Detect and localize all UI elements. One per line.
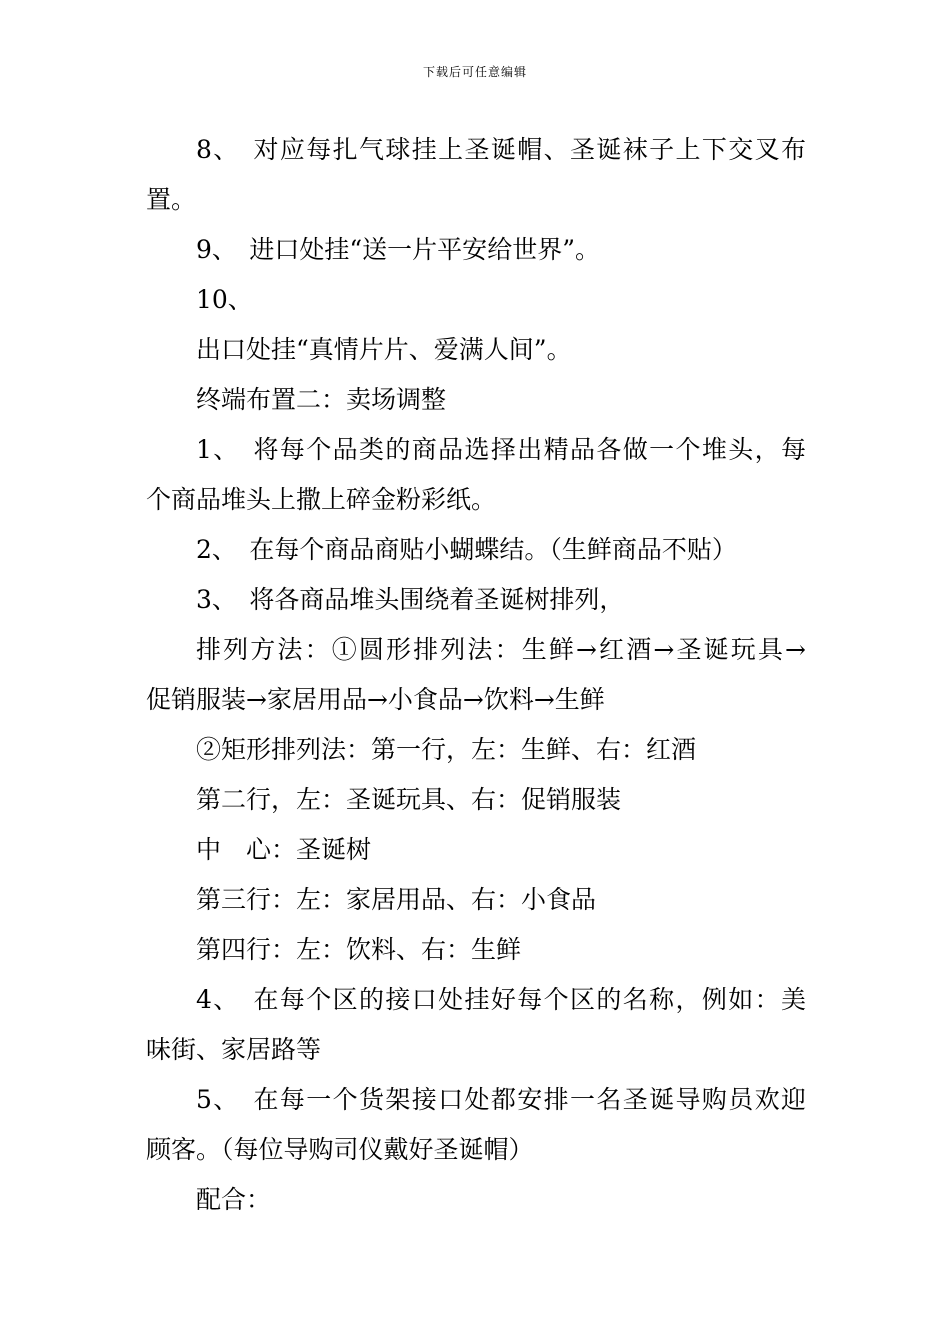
- paragraph-line: 9、 进口处挂“送一片平安给世界”。: [196, 235, 600, 264]
- paragraph-line: 排列方法：①圆形排列法：生鲜→红酒→圣诞玩具→: [196, 635, 806, 664]
- paragraph-line: 配合：: [196, 1185, 272, 1214]
- paragraph-line: 置。: [146, 185, 197, 214]
- paragraph-line: 第四行：左：饮料、右：生鲜: [196, 935, 522, 964]
- paragraph-line: 出口处挂“真情片片、爱满人间”。: [196, 335, 572, 364]
- paragraph-line: ②矩形排列法：第一行，左：生鲜、右：红酒: [196, 735, 697, 764]
- paragraph-line: 2、 在每个商品商贴小蝴蝶结。（生鲜商品不贴）: [196, 535, 737, 564]
- paragraph-line: 3、 将各商品堆头围绕着圣诞树排列，: [196, 585, 625, 614]
- paragraph-line: 顾客。（每位导购司仪戴好圣诞帽）: [146, 1135, 534, 1164]
- paragraph-line: 第三行：左：家居用品、右：小食品: [196, 885, 597, 914]
- paragraph-line: 促销服装→家居用品→小食品→饮料→生鲜: [146, 685, 605, 714]
- page-header: 下载后可任意编辑: [422, 65, 527, 79]
- paragraph-line: 中 心：圣诞树: [196, 835, 372, 864]
- paragraph-line: 10、: [196, 285, 253, 314]
- section-heading: 终端布置二：卖场调整: [196, 385, 447, 414]
- paragraph-line: 1、 将每个品类的商品选择出精品各做一个堆头，每: [196, 435, 806, 464]
- paragraph-line: 第二行，左：圣诞玩具、右：促销服装: [196, 785, 622, 814]
- paragraph-line: 味街、家居路等: [146, 1035, 322, 1064]
- paragraph-line: 4、 在每个区的接口处挂好每个区的名称，例如：美: [196, 985, 806, 1014]
- paragraph-line: 个商品堆头上撒上碎金粉彩纸。: [146, 485, 497, 514]
- paragraph-line: 8、 对应每扎气球挂上圣诞帽、圣诞袜子上下交叉布: [196, 135, 806, 164]
- paragraph-line: 5、 在每一个货架接口处都安排一名圣诞导购员欢迎: [196, 1085, 806, 1114]
